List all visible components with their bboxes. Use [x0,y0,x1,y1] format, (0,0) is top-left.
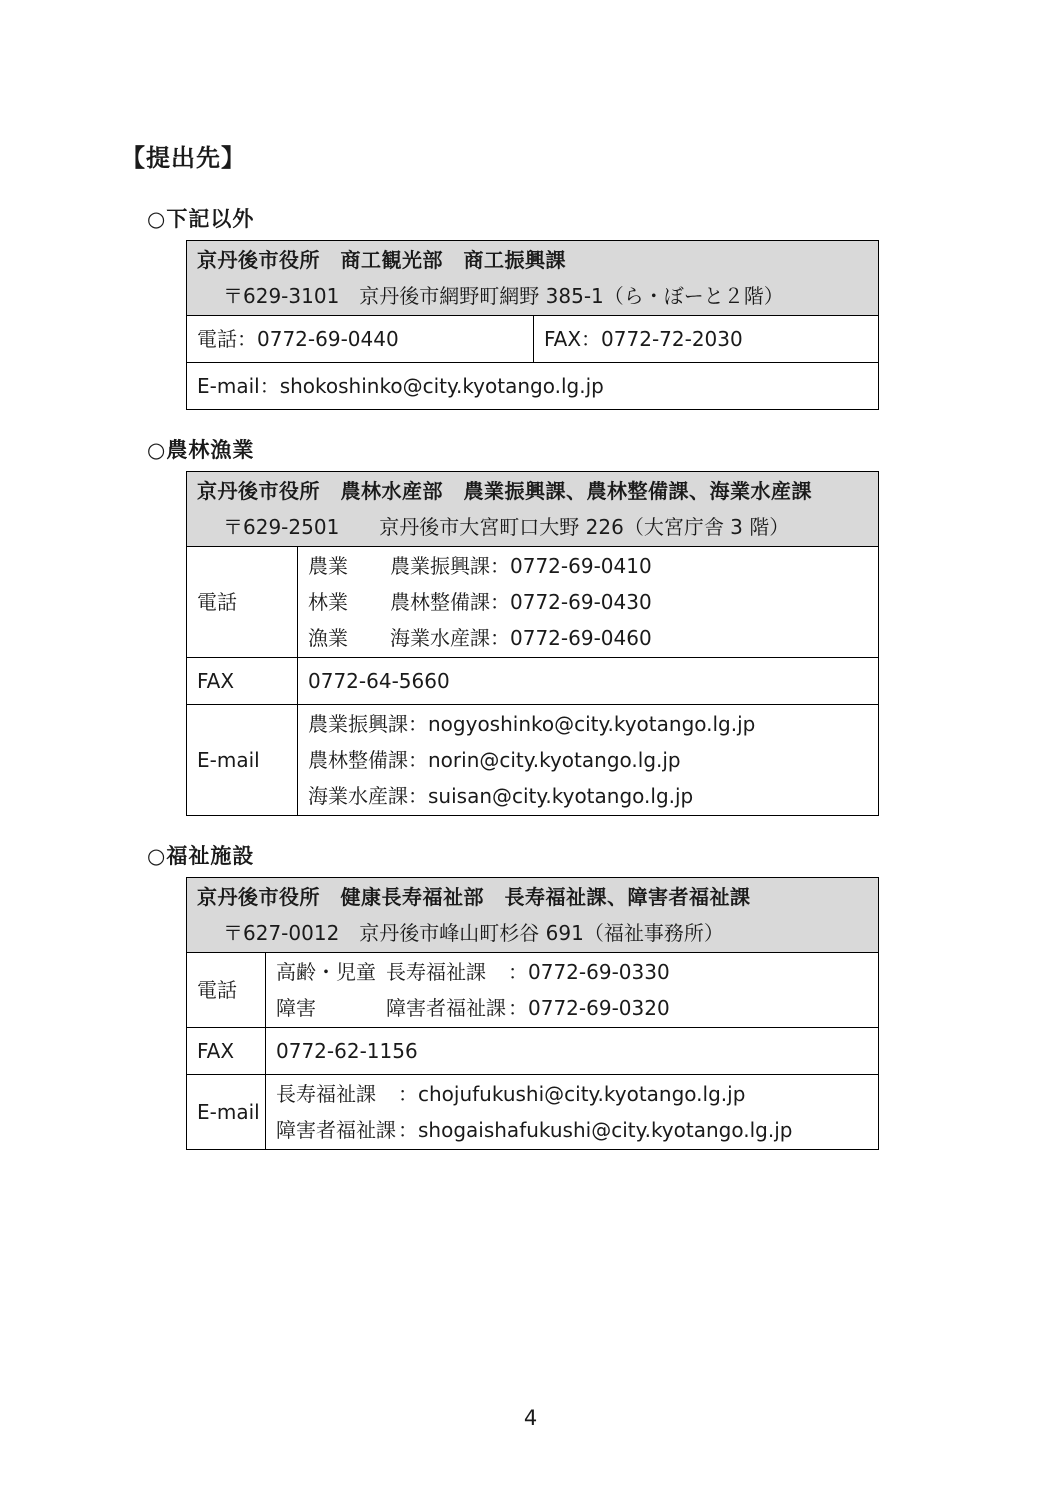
contact-table-welfare [186,877,879,1150]
table-row [187,705,879,816]
colon-separator: ： [398,1082,418,1106]
email-address: suisan@city.kyotango.lg.jp [428,784,694,808]
email-line [276,1076,868,1112]
table-row [187,1028,879,1075]
tel-dept: 農林整備課 [390,590,490,614]
table-row [187,547,879,658]
org-address: 〒627-0012 京丹後市峰山町杉谷 691（福祉事務所） [223,921,724,945]
tel-label-cell: 電話 [187,953,266,1028]
colon-separator: ： [490,554,510,578]
tel-line [276,954,868,990]
tel-category: 高齢・児童 [276,960,376,984]
table-row [187,316,879,363]
fax-cell: FAX：0772-72-2030 [534,316,879,363]
email-label-cell: E-mail [187,1075,266,1150]
page-number: 4 [523,1406,538,1430]
email-dept: 海業水産課 [308,784,408,808]
tel-dept: 障害者福祉課 [386,996,506,1020]
table-row [187,241,879,316]
colon-separator: ： [398,1118,418,1142]
org-header-cell [187,878,879,953]
email-dept: 長寿福祉課 [276,1082,376,1106]
tel-line [308,584,868,620]
tel-values-cell [266,953,879,1028]
colon-separator: ： [508,996,528,1020]
colon-separator: ： [490,626,510,650]
tel-values-cell [298,547,879,658]
email-address: shogaishafukushi@city.kyotango.lg.jp [418,1118,793,1142]
contact-table-other [186,240,879,410]
tel-label-cell: 電話 [187,547,298,658]
tel-dept: 長寿福祉課 [386,960,486,984]
tel-line [308,620,868,656]
tel-line [276,990,868,1026]
email-values-cell [298,705,879,816]
section-heading-agriculture: ○農林漁業 [147,438,255,462]
org-header-cell [187,241,879,316]
colon-separator: ： [508,960,528,984]
table-row [187,878,879,953]
email-line [308,778,868,814]
colon-separator: ： [408,748,428,772]
fax-label-cell: FAX [187,658,298,705]
tel-dept: 海業水産課 [390,626,490,650]
email-label-cell: E-mail [187,705,298,816]
tel-category: 障害 [276,996,316,1020]
tel-number: 0772-69-0410 [510,554,652,578]
table-row [187,363,879,410]
table-row [187,953,879,1028]
table-row [187,658,879,705]
email-line [308,742,868,778]
tel-number: 0772-69-0430 [510,590,652,614]
tel-cell: 電話：0772-69-0440 [187,316,534,363]
tel-category: 農業 [308,554,348,578]
email-dept: 農業振興課 [308,712,408,736]
fax-value-cell: 0772-64-5660 [298,658,879,705]
org-name: 京丹後市役所 健康長寿福祉部 長寿福祉課、障害者福祉課 [197,885,751,909]
table-row [187,1075,879,1150]
org-name: 京丹後市役所 農林水産部 農業振興課、農林整備課、海業水産課 [197,479,812,503]
colon-separator: ： [490,590,510,614]
email-address: norin@city.kyotango.lg.jp [428,748,681,772]
tel-number: 0772-69-0320 [528,996,670,1020]
org-name: 京丹後市役所 商工観光部 商工振興課 [197,248,566,272]
tel-line [308,548,868,584]
email-line [276,1112,868,1148]
org-header-cell [187,472,879,547]
table-row [187,472,879,547]
tel-number: 0772-69-0460 [510,626,652,650]
section-heading-other: ○下記以外 [147,207,255,231]
email-line [308,706,868,742]
org-address: 〒629-3101 京丹後市網野町網野 385-1（ら・ぼーと２階） [223,284,784,308]
tel-category: 漁業 [308,626,348,650]
email-dept: 農林整備課 [308,748,408,772]
colon-separator: ： [408,784,428,808]
email-address: nogyoshinko@city.kyotango.lg.jp [428,712,756,736]
tel-dept: 農業振興課 [390,554,490,578]
email-dept: 障害者福祉課 [276,1118,396,1142]
tel-category: 林業 [308,590,348,614]
fax-value-cell: 0772-62-1156 [266,1028,879,1075]
section-heading-welfare: ○福祉施設 [147,844,255,868]
email-address: chojufukushi@city.kyotango.lg.jp [418,1082,746,1106]
org-address: 〒629-2501 京丹後市大宮町口大野 226（大宮庁舎 3 階） [223,515,790,539]
colon-separator: ： [408,712,428,736]
contact-table-agriculture [186,471,879,816]
tel-number: 0772-69-0330 [528,960,670,984]
email-values-cell [266,1075,879,1150]
fax-label-cell: FAX [187,1028,266,1075]
page-title: 【提出先】 [121,144,246,172]
email-cell: E-mail：shokoshinko@city.kyotango.lg.jp [187,363,879,410]
